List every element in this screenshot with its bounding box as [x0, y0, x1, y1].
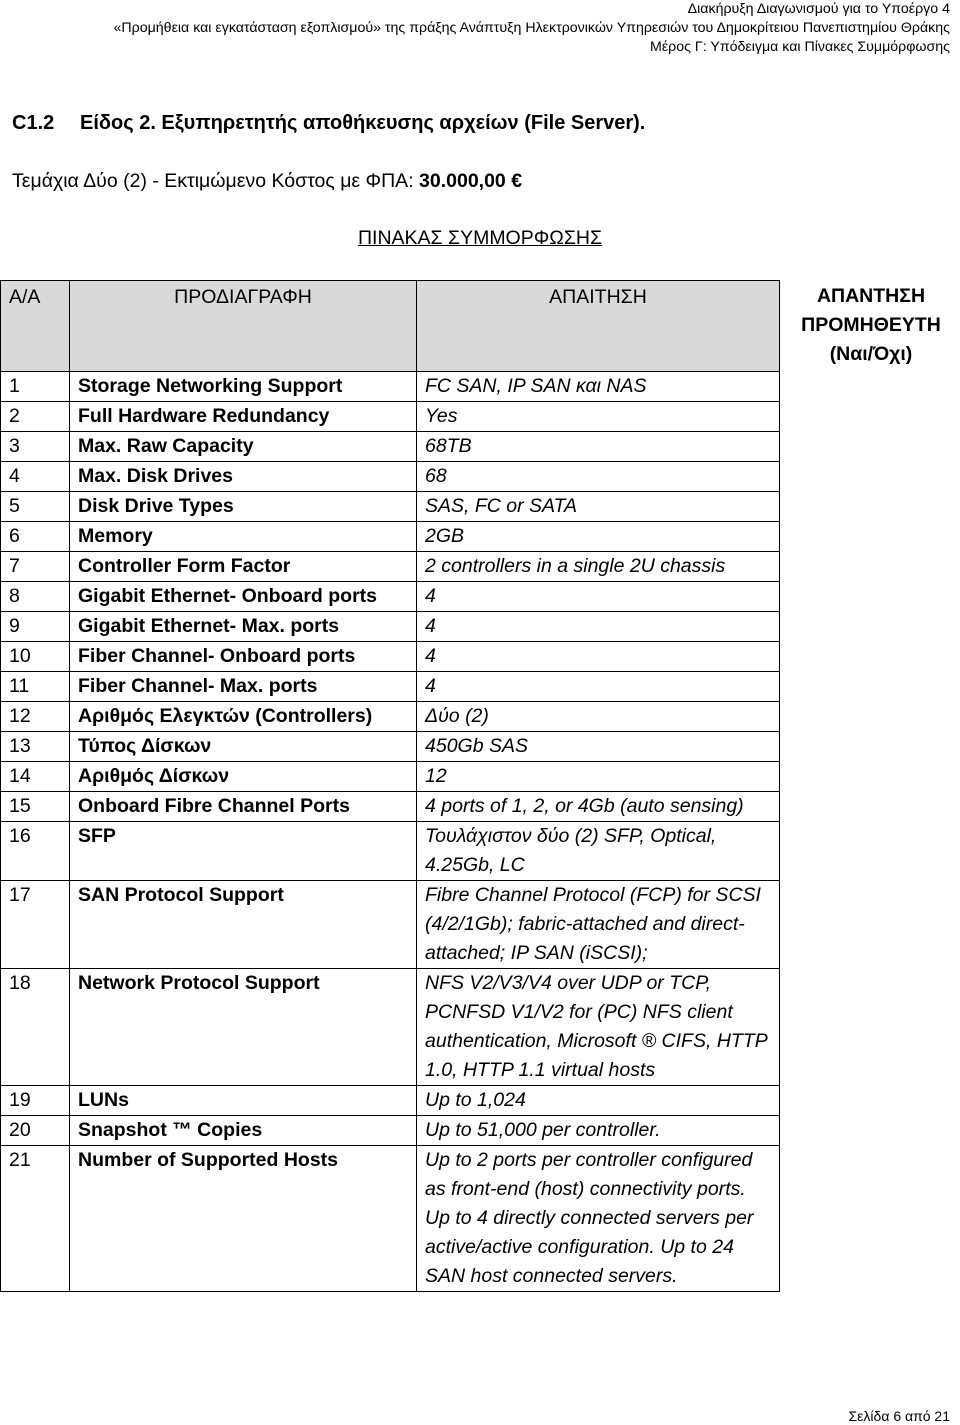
- row-number: 9: [1, 612, 70, 642]
- table-row: [1, 732, 780, 762]
- section-title: [12, 112, 645, 135]
- row-number: 6: [1, 522, 70, 552]
- table-row: [1, 702, 780, 732]
- row-requirement: Up to 1,024: [417, 1086, 780, 1116]
- row-requirement: 2GB: [417, 522, 780, 552]
- table-row: [1, 1086, 780, 1116]
- row-specification: Gigabit Ethernet- Max. ports: [70, 612, 417, 642]
- row-requirement: 12: [417, 762, 780, 792]
- section-name: Είδος 2. Εξυπηρετητής αποθήκευσης αρχείων (File Server).: [80, 112, 646, 134]
- row-number: 16: [1, 822, 70, 881]
- table-row: [1, 881, 780, 969]
- table-row: [1, 642, 780, 672]
- row-specification: Snapshot ™ Copies: [70, 1116, 417, 1146]
- row-requirement: 2 controllers in a single 2U chassis: [417, 552, 780, 582]
- row-number: 2: [1, 402, 70, 432]
- header-line-3: Μέρος Γ: Υπόδειγμα και Πίνακες Συμμόρφωσης: [650, 39, 950, 55]
- row-specification: Controller Form Factor: [70, 552, 417, 582]
- table-row: [1, 402, 780, 432]
- row-specification: Τύπος Δίσκων: [70, 732, 417, 762]
- row-requirement: 4: [417, 642, 780, 672]
- row-specification: Full Hardware Redundancy: [70, 402, 417, 432]
- table-row: [1, 1146, 780, 1292]
- table-row: [1, 462, 780, 492]
- row-number: 18: [1, 969, 70, 1086]
- row-requirement: Yes: [417, 402, 780, 432]
- row-number: 19: [1, 1086, 70, 1116]
- row-specification: Αριθμός Ελεγκτών (Controllers): [70, 702, 417, 732]
- row-number: 13: [1, 732, 70, 762]
- row-requirement: Up to 51,000 per controller.: [417, 1116, 780, 1146]
- row-requirement: FC SAN, IP SAN και NAS: [417, 372, 780, 402]
- row-requirement: 4: [417, 582, 780, 612]
- table-row: [1, 432, 780, 462]
- header-line-1: Διακήρυξη Διαγωνισμού για το Υποέργο 4: [687, 1, 950, 17]
- table-row: [1, 1116, 780, 1146]
- quantity-cost-line: [12, 170, 522, 193]
- page-header: [114, 0, 950, 57]
- row-number: 14: [1, 762, 70, 792]
- header-line-2: «Προμήθεια και εγκατάσταση εξοπλισμού» της πράξης Ανάπτυξη Ηλεκτρονικών Υπηρεσιών του Δημοκρίτειου Πανεπιστημίου Θράκης: [113, 20, 950, 36]
- row-specification: Gigabit Ethernet- Onboard ports: [70, 582, 417, 612]
- table-row: [1, 522, 780, 552]
- table-row: [1, 582, 780, 612]
- row-specification: Network Protocol Support: [70, 969, 417, 1086]
- row-requirement: 68: [417, 462, 780, 492]
- table-row: [1, 372, 780, 402]
- row-number: 11: [1, 672, 70, 702]
- row-number: 8: [1, 582, 70, 612]
- row-number: 7: [1, 552, 70, 582]
- column-header-answer: ΑΠΑΝΤΗΣΗ ΠΡΟΜΗΘΕΥΤΗ (Ναι/Όχι): [801, 285, 941, 365]
- table-header-row: [1, 281, 780, 372]
- row-requirement: Τουλάχιστον δύο (2) SFP, Optical, 4.25Gb, LC: [417, 822, 780, 881]
- row-requirement: 4: [417, 612, 780, 642]
- row-number: 17: [1, 881, 70, 969]
- row-requirement: 4: [417, 672, 780, 702]
- row-specification: Αριθμός Δίσκων: [70, 762, 417, 792]
- row-requirement: NFS V2/V3/V4 over UDP or TCP, PCNFSD V1/V2 for (PC) NFS client authentication, Microsoft ® CIFS, HTTP 1.0, HTTP 1.1 virtual hosts: [417, 969, 780, 1086]
- row-requirement: Δύο (2): [417, 702, 780, 732]
- row-number: 4: [1, 462, 70, 492]
- row-specification: Max. Disk Drives: [70, 462, 417, 492]
- quantity-text: Τεμάχια Δύο (2) - Εκτιμώμενο Κόστος με ΦΠΑ:: [12, 170, 420, 192]
- column-header-spec: ΠΡΟΔΙΑΓΡΑΦΗ: [70, 281, 417, 372]
- row-specification: SAN Protocol Support: [70, 881, 417, 969]
- row-number: 15: [1, 792, 70, 822]
- table-row: [1, 612, 780, 642]
- table-row: [1, 969, 780, 1086]
- row-specification: Max. Raw Capacity: [70, 432, 417, 462]
- row-specification: LUNs: [70, 1086, 417, 1116]
- row-number: 3: [1, 432, 70, 462]
- column-header-num: Α/Α: [1, 281, 70, 372]
- page-number: Σελίδα 6 από 21: [848, 1408, 950, 1424]
- row-specification: Disk Drive Types: [70, 492, 417, 522]
- row-specification: Memory: [70, 522, 417, 552]
- row-specification: Fiber Channel- Max. ports: [70, 672, 417, 702]
- row-number: 5: [1, 492, 70, 522]
- estimated-cost: 30.000,00 €: [419, 170, 523, 192]
- row-specification: Onboard Fibre Channel Ports: [70, 792, 417, 822]
- compliance-table-title: ΠΙΝΑΚΑΣ ΣΥΜΜΟΡΦΩΣΗΣ: [357, 227, 603, 249]
- compliance-table: [0, 280, 780, 1292]
- row-number: 10: [1, 642, 70, 672]
- table-row: [1, 552, 780, 582]
- table-row: [1, 822, 780, 881]
- row-requirement: Fibre Channel Protocol (FCP) for SCSI (4/2/1Gb); fabric-attached and direct-attached; IP SAN (iSCSI);: [417, 881, 780, 969]
- row-number: 12: [1, 702, 70, 732]
- table-row: [1, 492, 780, 522]
- row-specification: SFP: [70, 822, 417, 881]
- table-row: [1, 762, 780, 792]
- table-row: [1, 672, 780, 702]
- row-requirement: SAS, FC or SATA: [417, 492, 780, 522]
- section-code: C1.2: [12, 112, 55, 134]
- row-specification: Fiber Channel- Onboard ports: [70, 642, 417, 672]
- row-number: 21: [1, 1146, 70, 1292]
- row-specification: Number of Supported Hosts: [70, 1146, 417, 1292]
- column-header-requirement: ΑΠΑΙΤΗΣΗ: [417, 281, 780, 372]
- row-requirement: 450Gb SAS: [417, 732, 780, 762]
- row-number: 20: [1, 1116, 70, 1146]
- table-row: [1, 792, 780, 822]
- row-specification: Storage Networking Support: [70, 372, 417, 402]
- row-requirement: 4 ports of 1, 2, or 4Gb (auto sensing): [417, 792, 780, 822]
- row-number: 1: [1, 372, 70, 402]
- row-requirement: Up to 2 ports per controller configured as front-end (host) connectivity ports. Up to 4 directly connected servers per active/active configuration. Up to 24 SAN host connected servers.: [417, 1146, 780, 1292]
- row-requirement: 68TB: [417, 432, 780, 462]
